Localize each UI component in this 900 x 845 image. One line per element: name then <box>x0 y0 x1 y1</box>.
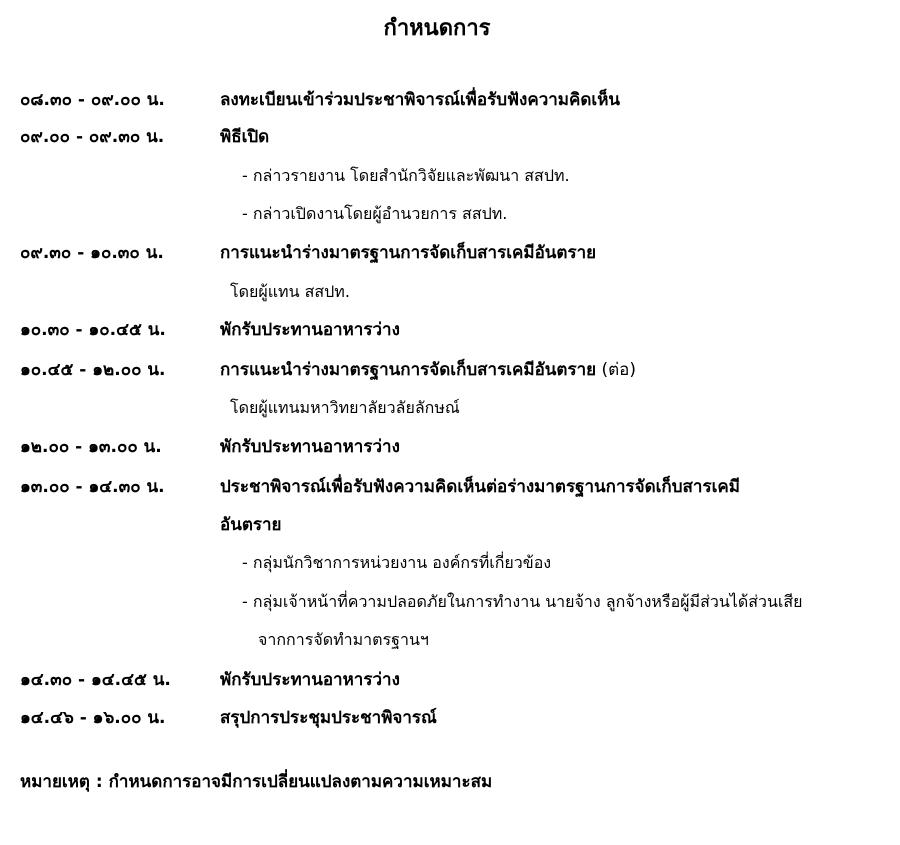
schedule-description: พิธีเปิด <box>220 127 270 147</box>
schedule-time: ๑๐.๓๐ - ๑๐.๔๕ น. <box>20 320 166 340</box>
schedule-time: ๐๙.๓๐ - ๑๐.๓๐ น. <box>20 243 164 263</box>
schedule-row <box>0 82 900 118</box>
schedule-row <box>0 119 900 155</box>
schedule-row <box>0 352 900 388</box>
schedule-sub-item: - กลุ่มเจ้าหน้าที่ความปลอดภัยในการทำงาน นายจ้าง ลูกจ้างหรือผู้มีส่วนได้ส่วนเสีย <box>242 592 803 611</box>
schedule-description-suffix: (ต่อ) <box>596 360 637 380</box>
schedule-time: ๑๔.๔๖ - ๑๖.๐๐ น. <box>20 708 166 728</box>
schedule-sub-item: - กลุ่มนักวิชาการหน่วยงาน องค์กรที่เกี่ยวข้อง <box>242 553 552 572</box>
schedule-sub-item: - กล่าวเปิดงานโดยผู้อำนวยการ สสปท. <box>242 204 508 223</box>
schedule-description: พักรับประทานอาหารว่าง <box>220 437 400 457</box>
schedule-row <box>0 312 900 348</box>
schedule-sub-item: จากการจัดทำมาตรฐานฯ <box>258 630 429 649</box>
schedule-description-continued: อันตราย <box>220 515 282 535</box>
schedule-time: ๐๘.๓๐ - ๐๙.๐๐ น. <box>20 90 165 110</box>
schedule-description: การแนะนำร่างมาตรฐานการจัดเก็บสารเคมีอันตราย <box>220 243 597 263</box>
schedule-time: ๑๐.๔๕ - ๑๒.๐๐ น. <box>20 360 166 380</box>
schedule-time: ๑๔.๓๐ - ๑๔.๔๕ น. <box>20 670 171 690</box>
schedule-description: พักรับประทานอาหารว่าง <box>220 670 400 690</box>
schedule-time: ๑๒.๐๐ - ๑๓.๐๐ น. <box>20 437 162 457</box>
schedule-description-group <box>220 352 636 388</box>
schedule-row <box>0 700 900 736</box>
page-title: กำหนดการ <box>383 16 491 41</box>
schedule-row <box>0 429 900 465</box>
schedule-description: ประชาพิจารณ์เพื่อรับฟังความคิดเห็นต่อร่างมาตรฐานการจัดเก็บสารเคมี <box>220 477 740 497</box>
schedule-time: ๑๓.๐๐ - ๑๔.๓๐ น. <box>20 477 165 497</box>
schedule-sub-item: โดยผู้แทน สสปท. <box>230 282 350 301</box>
schedule-sub-item: - กล่าวรายงาน โดยสำนักวิจัยและพัฒนา สสปท. <box>242 166 570 185</box>
schedule-description: สรุปการประชุมประชาพิจารณ์ <box>220 708 437 728</box>
schedule-time: ๐๙.๐๐ - ๐๙.๓๐ น. <box>20 127 165 147</box>
schedule-description: ลงทะเบียนเข้าร่วมประชาพิจารณ์เพื่อรับฟังความคิดเห็น <box>220 90 621 110</box>
remark-note: หมายเหตุ : กำหนดการอาจมีการเปลี่ยนแปลงตามความเหมาะสม <box>20 772 493 792</box>
schedule-sub-item: โดยผู้แทนมหาวิทยาลัยวลัยลักษณ์ <box>230 398 460 417</box>
schedule-row <box>0 662 900 698</box>
schedule-row <box>0 469 900 505</box>
schedule-description: พักรับประทานอาหารว่าง <box>220 320 400 340</box>
schedule-description: การแนะนำร่างมาตรฐานการจัดเก็บสารเคมีอันตราย <box>220 360 597 380</box>
schedule-row <box>0 235 900 271</box>
